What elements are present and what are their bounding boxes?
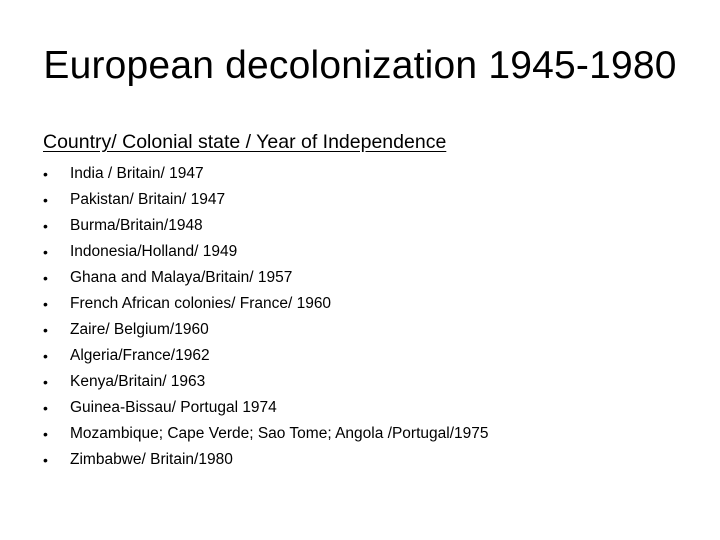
list-item-text: Burma/Britain/1948 <box>70 217 203 234</box>
bullet-icon: • <box>43 296 48 312</box>
bullet-icon: • <box>43 166 48 182</box>
list-item-text: Ghana and Malaya/Britain/ 1957 <box>70 269 293 286</box>
bullet-list <box>43 163 703 475</box>
list-item <box>43 215 703 241</box>
bullet-icon: • <box>43 270 48 286</box>
bullet-icon: • <box>43 348 48 364</box>
list-item <box>43 449 703 475</box>
bullet-icon: • <box>43 400 48 416</box>
bullet-icon: • <box>43 218 48 234</box>
list-item <box>43 163 703 189</box>
list-item-text: Algeria/France/1962 <box>70 347 210 364</box>
list-item-text: Zimbabwe/ Britain/1980 <box>70 451 233 468</box>
bullet-icon: • <box>43 452 48 468</box>
list-item-text: India / Britain/ 1947 <box>70 165 204 182</box>
slide-title: European decolonization 1945-1980 <box>43 44 677 87</box>
list-item <box>43 241 703 267</box>
list-item-text: French African colonies/ France/ 1960 <box>70 295 332 312</box>
list-item <box>43 319 703 345</box>
list-item <box>43 293 703 319</box>
bullet-icon: • <box>43 322 48 338</box>
list-item <box>43 397 703 423</box>
list-item-text: Pakistan/ Britain/ 1947 <box>70 191 226 208</box>
list-item <box>43 371 703 397</box>
list-item-text: Kenya/Britain/ 1963 <box>70 373 206 390</box>
list-item <box>43 189 703 215</box>
table-subheading: Country/ Colonial state / Year of Independence <box>43 131 447 153</box>
list-item <box>43 267 703 293</box>
bullet-icon: • <box>43 374 48 390</box>
list-item-text: Guinea-Bissau/ Portugal 1974 <box>70 399 277 416</box>
list-item-text: Zaire/ Belgium/1960 <box>70 321 209 338</box>
bullet-icon: • <box>43 192 48 208</box>
list-item-text: Mozambique; Cape Verde; Sao Tome; Angola /Portugal/1975 <box>70 425 489 442</box>
list-item <box>43 345 703 371</box>
bullet-icon: • <box>43 426 48 442</box>
list-item-text: Indonesia/Holland/ 1949 <box>70 243 238 260</box>
bullet-icon: • <box>43 244 48 260</box>
list-item <box>43 423 703 449</box>
